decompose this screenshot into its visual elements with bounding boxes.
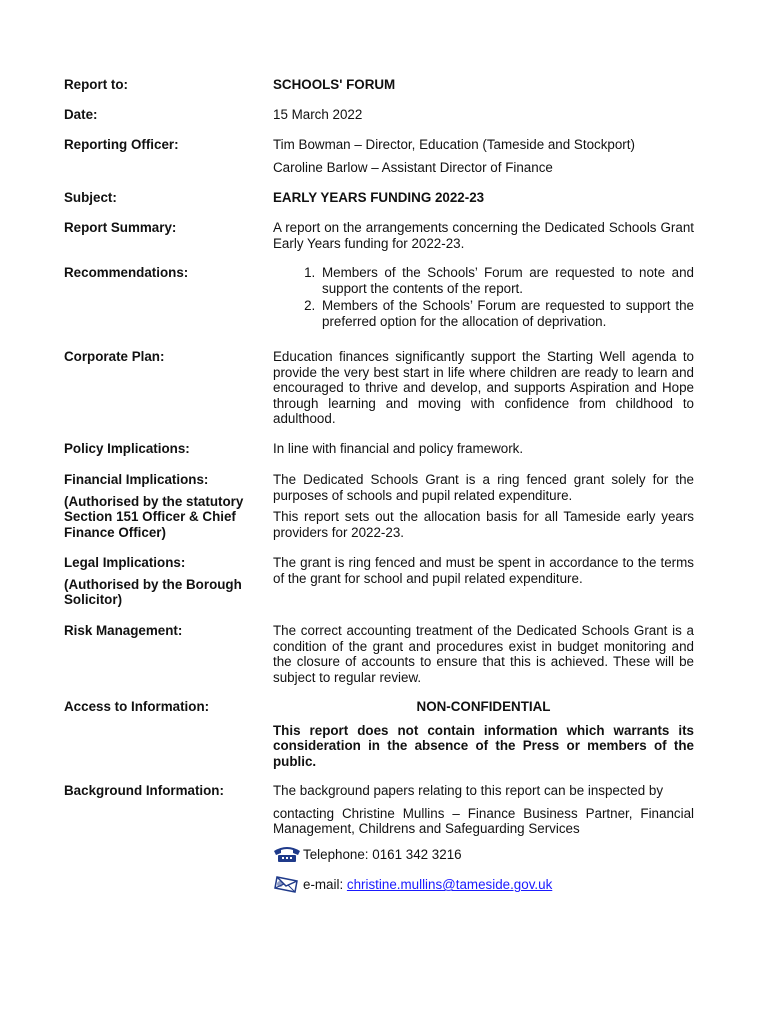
telephone-icon: [273, 845, 303, 863]
recommendation-item-1: 1. Members of the Schools’ Forum are requested to note and support the contents of the report.: [319, 265, 694, 296]
policy-implications-label: Policy Implications:: [64, 441, 190, 456]
recommendations-value: [273, 265, 694, 331]
financial-implications-authorisation: (Authorised by the statutory Section 151 Officer & Chief Finance Officer): [64, 493, 244, 540]
date-value: 15 March 2022: [273, 107, 363, 122]
legal-implications-label-block: [64, 555, 262, 608]
contact-details-text: contacting Christine Mullins – Finance Business Partner, Financial Management, Childrens and Safeguarding Services: [273, 805, 694, 837]
envelope-icon: [273, 875, 303, 893]
reporting-officer-line-2: Caroline Barlow – Assistant Director of Finance: [273, 159, 553, 175]
background-papers-text: The background papers relating to this report can be inspected by: [273, 783, 664, 798]
risk-management-label: Risk Management:: [64, 623, 183, 638]
report-to-value: SCHOOLS' FORUM: [273, 77, 396, 92]
email-link[interactable]: christine.mullins@tameside.gov.uk: [346, 877, 553, 893]
legal-implications-value: The grant is ring fenced and must be spent in accordance to the terms of the grant for school and pupil related expenditure.: [273, 555, 694, 586]
reporting-officer-label: Reporting Officer:: [64, 137, 179, 152]
email-line: [273, 875, 694, 893]
corporate-plan-value: Education finances significantly support the Starting Well agenda to provide the very best start in life where children are ready to learn and encouraged to thrive and develop, and supports Aspiration and Hope through learning and moving with confidence from childhood to adulthood.: [273, 349, 694, 427]
recommendations-list: [273, 265, 694, 329]
date-label: Date:: [64, 107, 98, 122]
legal-implications-authorisation: (Authorised by the Borough Solicitor): [64, 576, 242, 608]
background-information-label: Background Information:: [64, 783, 224, 798]
recommendation-item-2: 2. Members of the Schools’ Forum are requested to support the preferred option for the allocation of deprivation.: [319, 298, 694, 329]
telephone-line: [273, 845, 694, 863]
legal-implications-label: Legal Implications:: [64, 555, 186, 570]
subject-value: EARLY YEARS FUNDING 2022-23: [273, 190, 485, 205]
recommendations-label: Recommendations:: [64, 265, 189, 280]
financial-implications-label: Financial Implications:: [64, 472, 209, 487]
access-to-information-value: [273, 699, 694, 769]
email-prefix: e-mail:: [303, 877, 347, 893]
background-information-value: [273, 783, 694, 893]
financial-implications-paragraph-1: The Dedicated Schools Grant is a ring fenced grant solely for the purposes of schools and pupil related expenditure.: [273, 472, 694, 503]
financial-implications-label-block: [64, 472, 262, 540]
risk-management-value: The correct accounting treatment of the Dedicated Schools Grant is a condition of the grant and procedures exist in budget monitoring and the closure of accounts to ensure that this is achieved. These will be subject to regular review.: [273, 623, 694, 685]
reporting-officer-value: [273, 137, 694, 175]
subject-label: Subject:: [64, 190, 117, 205]
corporate-plan-label: Corporate Plan:: [64, 349, 165, 364]
access-to-information-label: Access to Information:: [64, 699, 210, 714]
policy-implications-value: In line with financial and policy framework.: [273, 441, 524, 456]
report-summary-value: A report on the arrangements concerning the Dedicated Schools Grant Early Years funding for 2022-23.: [273, 220, 694, 251]
access-to-information-statement: This report does not contain information which warrants its consideration in the absence of the Press or members of the public.: [273, 722, 694, 769]
report-summary-label: Report Summary:: [64, 220, 177, 235]
financial-implications-value: [273, 472, 694, 540]
reporting-officer-line-1: Tim Bowman – Director, Education (Tameside and Stockport): [273, 137, 635, 152]
non-confidential-heading: NON-CONFIDENTIAL: [416, 699, 551, 714]
financial-implications-paragraph-2: This report sets out the allocation basis for all Tameside early years providers for 2022-23.: [273, 509, 694, 540]
telephone-text: Telephone: 0161 342 3216: [303, 847, 462, 863]
report-to-label: Report to:: [64, 77, 128, 92]
